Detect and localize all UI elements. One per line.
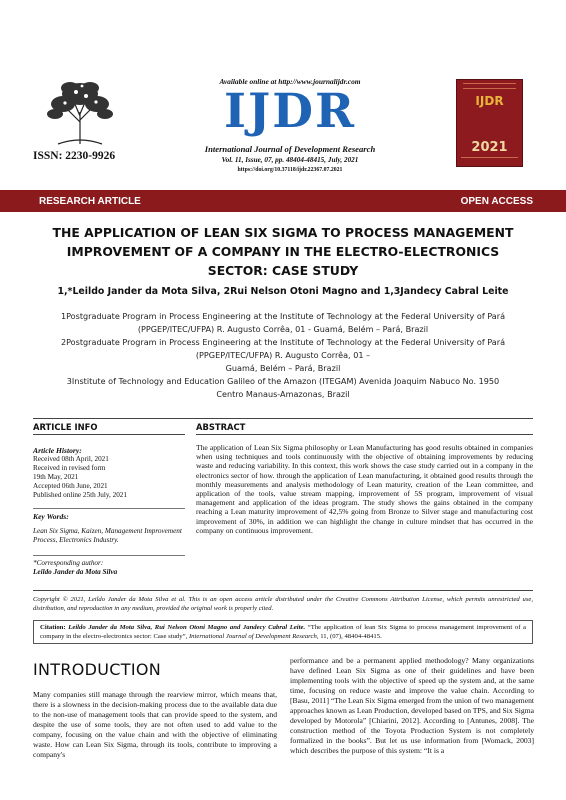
doi-link[interactable]: https://doi.org/10.37118/ijdr.22367.07.2021	[237, 167, 343, 173]
citation-tail: , 11, (07), 48404-48415.	[316, 632, 382, 640]
journal-cover-image	[456, 79, 523, 167]
affiliation-line: (PPGEP/ITEC/UFPA) R. Augusto Corrêa, 01 - Guamá, Belém – Pará, Brazil	[137, 324, 429, 334]
corresponding-author: Leildo Jander da Mota Silva	[33, 568, 118, 576]
affiliation-line: 3Institute of Technology and Education Galileo of the Amazon (ITEGAM) Avenida Joaquim Nabuco No. 1950	[66, 376, 500, 386]
article-banner	[0, 190, 566, 212]
citation-journal: International Journal of Development Research	[188, 632, 317, 640]
affiliation-line: 1Postgraduate Program in Process Engineering at the Institute of Technology at the Federal University of Pará	[60, 311, 506, 321]
introduction-heading: INTRODUCTION	[33, 660, 162, 679]
divider	[33, 590, 533, 591]
open-access-label: OPEN ACCESS	[460, 195, 533, 207]
abstract-heading: ABSTRACT	[196, 422, 246, 432]
article-info-panel	[33, 446, 185, 577]
affiliation-line: Centro Manaus-Amazonas, Brazil	[216, 389, 350, 399]
cover-decoration	[461, 157, 518, 162]
corresponding-label: *Corresponding author:	[33, 555, 185, 568]
copyright-notice: Copyright © 2021, Leildo Jander da Mota Silva et al. This is an open access article distributed under the Creative Commons Attribution License, which permits unrestricted use, distribution, and reproduction in any medium, provided the original work is properly cited.	[33, 596, 533, 612]
affiliation-line: 2Postgraduate Program in Process Engineering at the Institute of Technology at the Federal University of Pará	[60, 337, 506, 347]
publisher-tree-logo	[38, 76, 122, 146]
cover-year: 2021	[471, 140, 508, 155]
article-title: THE APPLICATION OF LEAN SIX SIGMA TO PROCESS MANAGEMENT IMPROVEMENT OF A COMPANY IN THE ELECTRO-ELECTRONICS SECTOR: CASE STUDY	[52, 225, 514, 278]
citation-text: “The application of lean Six Sigma to process management improvement of a company in the electro-electronics sector: Case study”,	[40, 624, 527, 640]
cover-logo: IJDR	[475, 94, 504, 108]
history-line: Received 08th April, 2021	[33, 455, 109, 463]
body-left-column: Many companies still manage through the rearview mirror, which means that, there is a slowness in the decision-making process due to the available data due to the non-use of management tools that can provide speed to the system, and despite the use of some tools, they are not often used to add value to the company, focusing on the value chain and with the objective of eliminating waste. How can Lean Six Sigma, through its tools, contribute to improving a company's	[33, 690, 277, 759]
article-info-heading: ARTICLE INFO	[33, 422, 98, 432]
keywords-label: Key Words:	[33, 508, 185, 521]
available-online[interactable]: Available online at http://www.journalijdr.com	[219, 77, 361, 86]
research-article-label: RESEARCH ARTICLE	[39, 195, 141, 207]
history-line: Published online 25th July, 2021	[33, 491, 127, 499]
affiliation-line: (PPGEP/ITEC/UFPA) R. Augusto Corrêa, 01 –	[195, 350, 371, 360]
keywords: Lean Six Sigma, Kaizen, Management Improvement Process, Electronics Industry.	[33, 527, 182, 544]
history-line: Accepted 06th June, 2021	[33, 482, 108, 490]
divider	[196, 434, 533, 435]
history-line: Received in revised form	[33, 464, 106, 472]
affiliations	[30, 310, 536, 401]
affiliation-line: Guamá, Belém – Pará, Brazil	[225, 363, 341, 373]
history-line: 19th May, 2021	[33, 473, 79, 481]
divider	[33, 434, 185, 435]
article-authors: 1,*Leildo Jander da Mota Silva, 2Rui Nelson Otoni Magno and 1,3Jandecy Cabral Leite	[57, 286, 509, 297]
divider	[33, 418, 533, 419]
citation-label: Citation:	[40, 624, 66, 631]
citation-authors: Leildo Jander da Mota Silva, Rui Nelson Otoni Magno and Jandecy Cabral Leite.	[68, 624, 306, 631]
journal-name: International Journal of Development Research	[204, 144, 376, 154]
body-right-column: performance and be a permanent applied methodology? Many organizations have defined Lean Six Sigma as one of their guidelines and have been implementing tools with the objective of speed up the system and, at the same time, focusing on reduce waste and improve the value chain. According to [Basu, 2011] “The Lean Six Sigma emerged from the union of two management approaches known as Lean Production, developed based on TPS, and Six Sigma developed by Motorola” [Chiarini, 2012]. According to [Antunes, 2008]. The construction method of the Toyota Production System is not completely formalized in the books”. But let us use information from [Womack, 2003] which describes the purpose of this system: “It is a	[290, 656, 534, 755]
volume-line: Vol. 11, Issue, 07, pp. 48404-48415, July, 2021	[221, 156, 359, 164]
history-label: Article History:	[33, 446, 82, 455]
citation-box	[33, 620, 533, 644]
journal-logo: IJDR	[223, 84, 357, 139]
cover-decoration	[463, 83, 516, 89]
abstract-text: The application of Lean Six Sigma philosophy or Lean Manufacturing has good results obtained in companies when using techniques and tools continuously with the objective of obtaining improvements by reducing waste and reducing variability. In this context, this work shows the case study carried out in a company in the electronics sector of how. through the application of Lean manufacturing, it obtained good results through the monthly measurements and analysis methodology of Lean maturity, creation of the Lean committee, and application of the tools, value stream mapping, improvement of 5S program, improvement of visual management and application of the ideas program. The study shows the gains obtained in the company reaching a Lean maturity improvement of 42,5% going from Bronze to Silver stage and manufacturing cost improvement of 30%, in addition we can highlight the change in culture mindset that has occurred in the company on continuous improvement.	[196, 443, 533, 535]
issn: ISSN: 2230-9926	[33, 150, 116, 162]
